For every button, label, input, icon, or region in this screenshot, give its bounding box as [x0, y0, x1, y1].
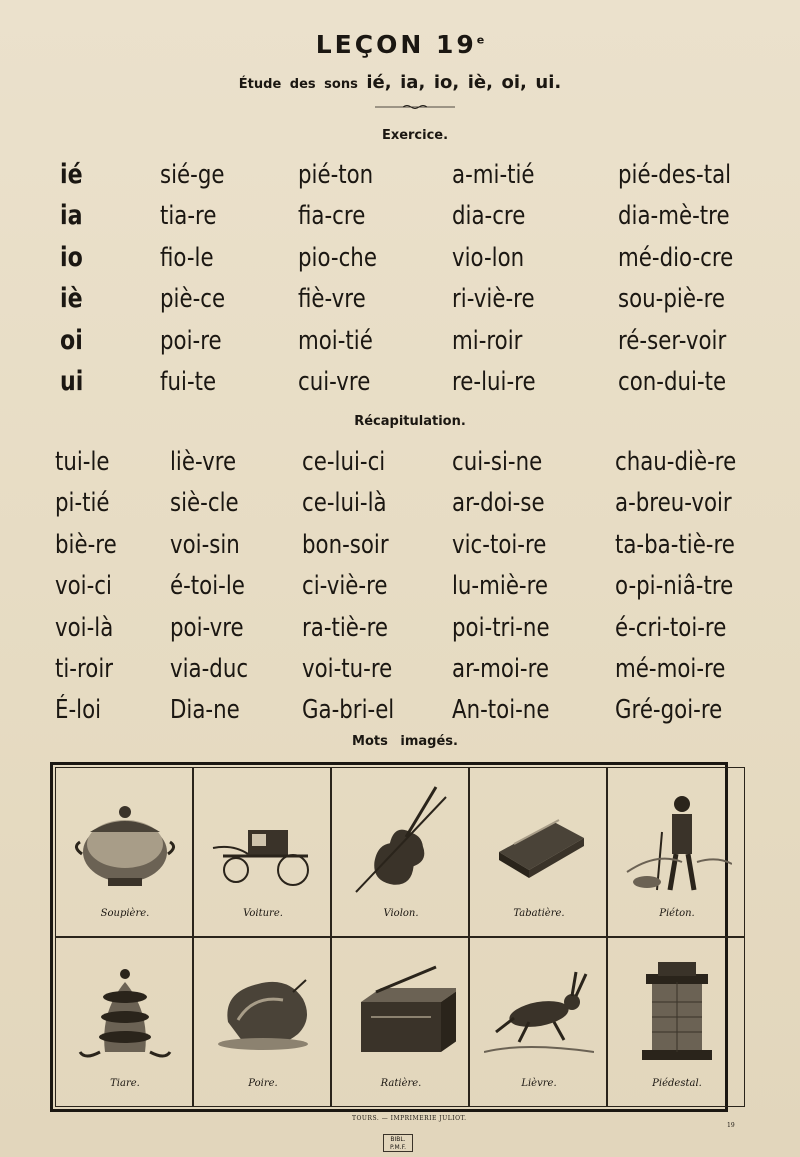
recap-word: liè-vre	[170, 447, 237, 477]
recap-word: ti-roir	[55, 654, 114, 684]
picture-plate	[193, 937, 331, 1107]
exercise-word: moi-tié	[298, 325, 373, 356]
exercise-word: oi	[60, 324, 83, 356]
recap-word: ta-ba-tiè-re	[615, 529, 735, 560]
recap-word: siè-cle	[170, 488, 239, 519]
recap-word: lu-miè-re	[452, 571, 549, 602]
exercise-word: ia	[60, 200, 83, 232]
exercise-word: ié	[60, 159, 83, 190]
picture-plate	[55, 937, 193, 1107]
recap-word: mé-moi-re	[615, 654, 726, 684]
snuffbox-icon	[484, 782, 594, 900]
picture-caption: Ratière.	[380, 1078, 422, 1089]
picture-plate	[469, 767, 607, 937]
exercise-word: pio-che	[298, 242, 377, 273]
rat-trap-icon	[346, 952, 456, 1070]
recap-word: cui-si-ne	[452, 447, 543, 477]
picture-caption: Lièvre.	[521, 1078, 557, 1089]
recap-word: Dia-ne	[170, 695, 240, 726]
recap-word: o-pi-niâ-tre	[615, 571, 734, 602]
lesson-title: LEÇON 19e	[315, 30, 485, 59]
exercise-heading: Exercice.	[381, 128, 449, 143]
soup-tureen-icon	[70, 782, 180, 900]
picture-caption: Violon.	[383, 908, 419, 919]
recap-word: tui-le	[55, 447, 110, 477]
printer-credit: TOURS. — IMPRIMERIE JULIOT.	[352, 1115, 467, 1122]
recap-word: biè-re	[55, 529, 117, 560]
exercise-word: sou-piè-re	[618, 284, 726, 315]
exercise-word: fio-le	[160, 242, 214, 273]
recap-word: ci-viè-re	[302, 571, 388, 602]
exercise-word: tia-re	[160, 201, 217, 232]
recap-word: ar-doi-se	[452, 488, 545, 519]
picture-caption: Poire.	[248, 1078, 278, 1089]
page-mark: 19	[727, 1122, 735, 1129]
exercise-word: mi-roir	[452, 325, 523, 356]
recap-word: bon-soir	[302, 529, 389, 560]
recap-word: pi-tié	[55, 488, 110, 519]
exercise-word: pié-des-tal	[618, 160, 732, 190]
recap-word: voi-tu-re	[302, 654, 393, 684]
picture-caption: Piéton.	[659, 908, 695, 919]
recap-word: ce-lui-ci	[302, 447, 386, 477]
recap-word: a-breu-voir	[615, 488, 732, 519]
recap-word: ce-lui-là	[302, 488, 387, 519]
picture-caption: Tabatière.	[513, 908, 565, 919]
exercise-word: iè	[60, 283, 83, 315]
exercise-word: piè-ce	[160, 284, 226, 315]
recap-heading: Récapitulation.	[354, 414, 466, 429]
recap-word: voi-ci	[55, 571, 112, 602]
violin-icon	[346, 782, 456, 900]
picture-caption: Soupière.	[100, 908, 150, 919]
exercise-word: pié-ton	[298, 160, 374, 190]
picture-plate	[331, 937, 469, 1107]
recap-word: ra-tiè-re	[302, 612, 389, 643]
ornament-divider-icon	[375, 103, 455, 111]
exercise-word: dia-cre	[452, 201, 526, 232]
picture-caption: Tiare.	[110, 1078, 140, 1089]
carriage-icon	[208, 782, 318, 900]
recap-word: é-cri-toi-re	[615, 612, 727, 643]
recap-word: voi-là	[55, 612, 114, 643]
recap-word: poi-tri-ne	[452, 612, 550, 643]
pedestrian-icon	[622, 782, 732, 900]
pictures-grid	[55, 767, 751, 1117]
exercise-word: ré-ser-voir	[618, 325, 727, 356]
exercise-word: sié-ge	[160, 160, 225, 190]
exercise-word: dia-mè-tre	[618, 201, 730, 232]
exercise-word: fui-te	[160, 367, 217, 397]
recap-word: Ga-bri-el	[302, 695, 395, 726]
exercise-word: mé-dio-cre	[618, 242, 734, 273]
exercise-word: cui-vre	[298, 367, 371, 397]
recap-word: Gré-goi-re	[615, 695, 723, 726]
recap-word: ar-moi-re	[452, 654, 550, 684]
exercise-word: ri-viè-re	[452, 284, 535, 315]
picture-plate	[607, 767, 745, 937]
lesson-subtitle: Étude des sons ié, ia, io, iè, oi, ui.	[238, 72, 562, 93]
recap-word: é-toi-le	[170, 571, 245, 602]
pear-icon	[208, 952, 318, 1070]
exercise-word: poi-re	[160, 325, 222, 356]
picture-plate	[55, 767, 193, 937]
recap-word: via-duc	[170, 654, 249, 684]
picture-caption: Piédestal.	[652, 1078, 702, 1089]
exercise-word: re-lui-re	[452, 367, 536, 397]
picture-plate	[331, 767, 469, 937]
exercise-word: a-mi-tié	[452, 160, 535, 190]
pictures-heading: Mots imagés.	[352, 734, 458, 749]
recap-word: An-toi-ne	[452, 695, 550, 726]
exercise-word: vio-lon	[452, 242, 525, 273]
tiara-icon	[70, 952, 180, 1070]
pedestal-icon	[622, 952, 732, 1070]
exercise-word: con-dui-te	[618, 367, 727, 397]
library-stamp: BIBL. P.M.F.	[383, 1134, 413, 1152]
exercise-word: fia-cre	[298, 201, 366, 232]
recap-word: É-loi	[55, 695, 102, 726]
exercise-word: ui	[60, 366, 84, 397]
recap-word: poi-vre	[170, 612, 244, 643]
picture-plate	[469, 937, 607, 1107]
picture-plate	[607, 937, 745, 1107]
picture-plate	[193, 767, 331, 937]
picture-caption: Voiture.	[243, 908, 283, 919]
hare-icon	[484, 952, 594, 1070]
exercise-word: io	[60, 241, 83, 273]
recap-word: chau-diè-re	[615, 447, 737, 477]
exercise-word: fiè-vre	[298, 284, 366, 315]
recap-word: vic-toi-re	[452, 529, 547, 560]
recap-word: voi-sin	[170, 529, 240, 560]
